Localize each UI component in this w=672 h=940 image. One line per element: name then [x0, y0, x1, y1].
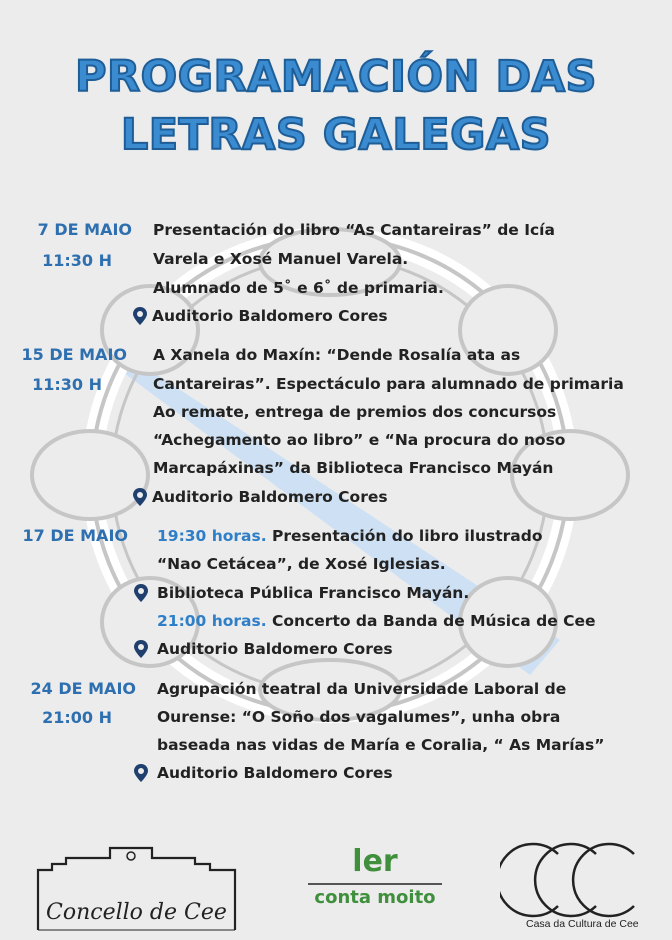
title-line-1: PROGRAMACIÓN DAS [75, 52, 597, 102]
event-time-highlight: 19:30 horas. [157, 527, 267, 545]
event-line: Varela e Xosé Manuel Varela. [153, 250, 409, 268]
event-date: 17 DE MAIO [22, 526, 128, 545]
concello-name: Concello de Cee [46, 900, 227, 925]
event-text: Concerto da Banda de Música de Cee [266, 612, 596, 630]
event-line: Ao remate, entrega de premios dos concursos [153, 403, 557, 421]
map-pin-icon [134, 764, 148, 782]
casa-cultura-logo [500, 840, 650, 935]
event-venue: Auditorio Baldomero Cores [157, 640, 393, 658]
event-text: Presentación do libro ilustrado [266, 527, 543, 545]
event-venue: Auditorio Baldomero Cores [152, 307, 388, 325]
event-line: Marcapáxinas” da Biblioteca Francisco Mayán [153, 459, 554, 477]
event-venue: Biblioteca Pública Francisco Mayán. [157, 584, 470, 602]
event-line: Alumnado de 5˚ e 6˚ de primaria. [153, 279, 444, 297]
event-time-highlight: 21:00 horas. [157, 612, 267, 630]
event-venue: Auditorio Baldomero Cores [152, 488, 388, 506]
event-time: 11:30 H [42, 251, 112, 270]
event-line: Presentación do libro “As Cantareiras” de Icía [153, 221, 555, 239]
event-line [157, 607, 596, 635]
event-time: 21:00 H [42, 708, 112, 727]
map-pin-icon [133, 307, 147, 325]
concello-logo [30, 840, 245, 935]
event-time: 11:30 H [32, 375, 102, 394]
event-line: Agrupación teatral da Universidade Laboral de [157, 680, 567, 698]
ler-conta-moito-logo [300, 845, 450, 915]
event-line: Ourense: “O Soño dos vagalumes”, unha obra [157, 708, 561, 726]
page-title [0, 48, 672, 164]
ler-divider [308, 883, 442, 885]
event-line: baseada nas vidas de María e Coralia, “ As Marías” [157, 736, 605, 754]
event-date: 7 DE MAIO [37, 220, 132, 239]
map-pin-icon [134, 584, 148, 602]
conta-moito-text: conta moito [314, 887, 436, 908]
event-line: “Achegamento ao libro” e “Na procura do noso [153, 431, 566, 449]
map-pin-icon [134, 640, 148, 658]
ccc-icon [500, 840, 650, 920]
event-line [157, 522, 542, 550]
event-line: A Xanela do Maxín: “Dende Rosalía ata as [153, 346, 521, 364]
title-line-2: LETRAS GALEGAS [120, 110, 552, 160]
event-date: 24 DE MAIO [30, 679, 136, 698]
ler-text: ler [352, 844, 398, 879]
event-line: Cantareiras”. Espectáculo para alumnado de primaria [153, 375, 624, 393]
map-pin-icon [133, 488, 147, 506]
event-line: “Nao Cetácea”, de Xosé Iglesias. [157, 555, 446, 573]
event-venue: Auditorio Baldomero Cores [157, 764, 393, 782]
event-date: 15 DE MAIO [21, 345, 127, 364]
casa-cultura-name: Casa da Cultura de Cee [526, 918, 639, 930]
